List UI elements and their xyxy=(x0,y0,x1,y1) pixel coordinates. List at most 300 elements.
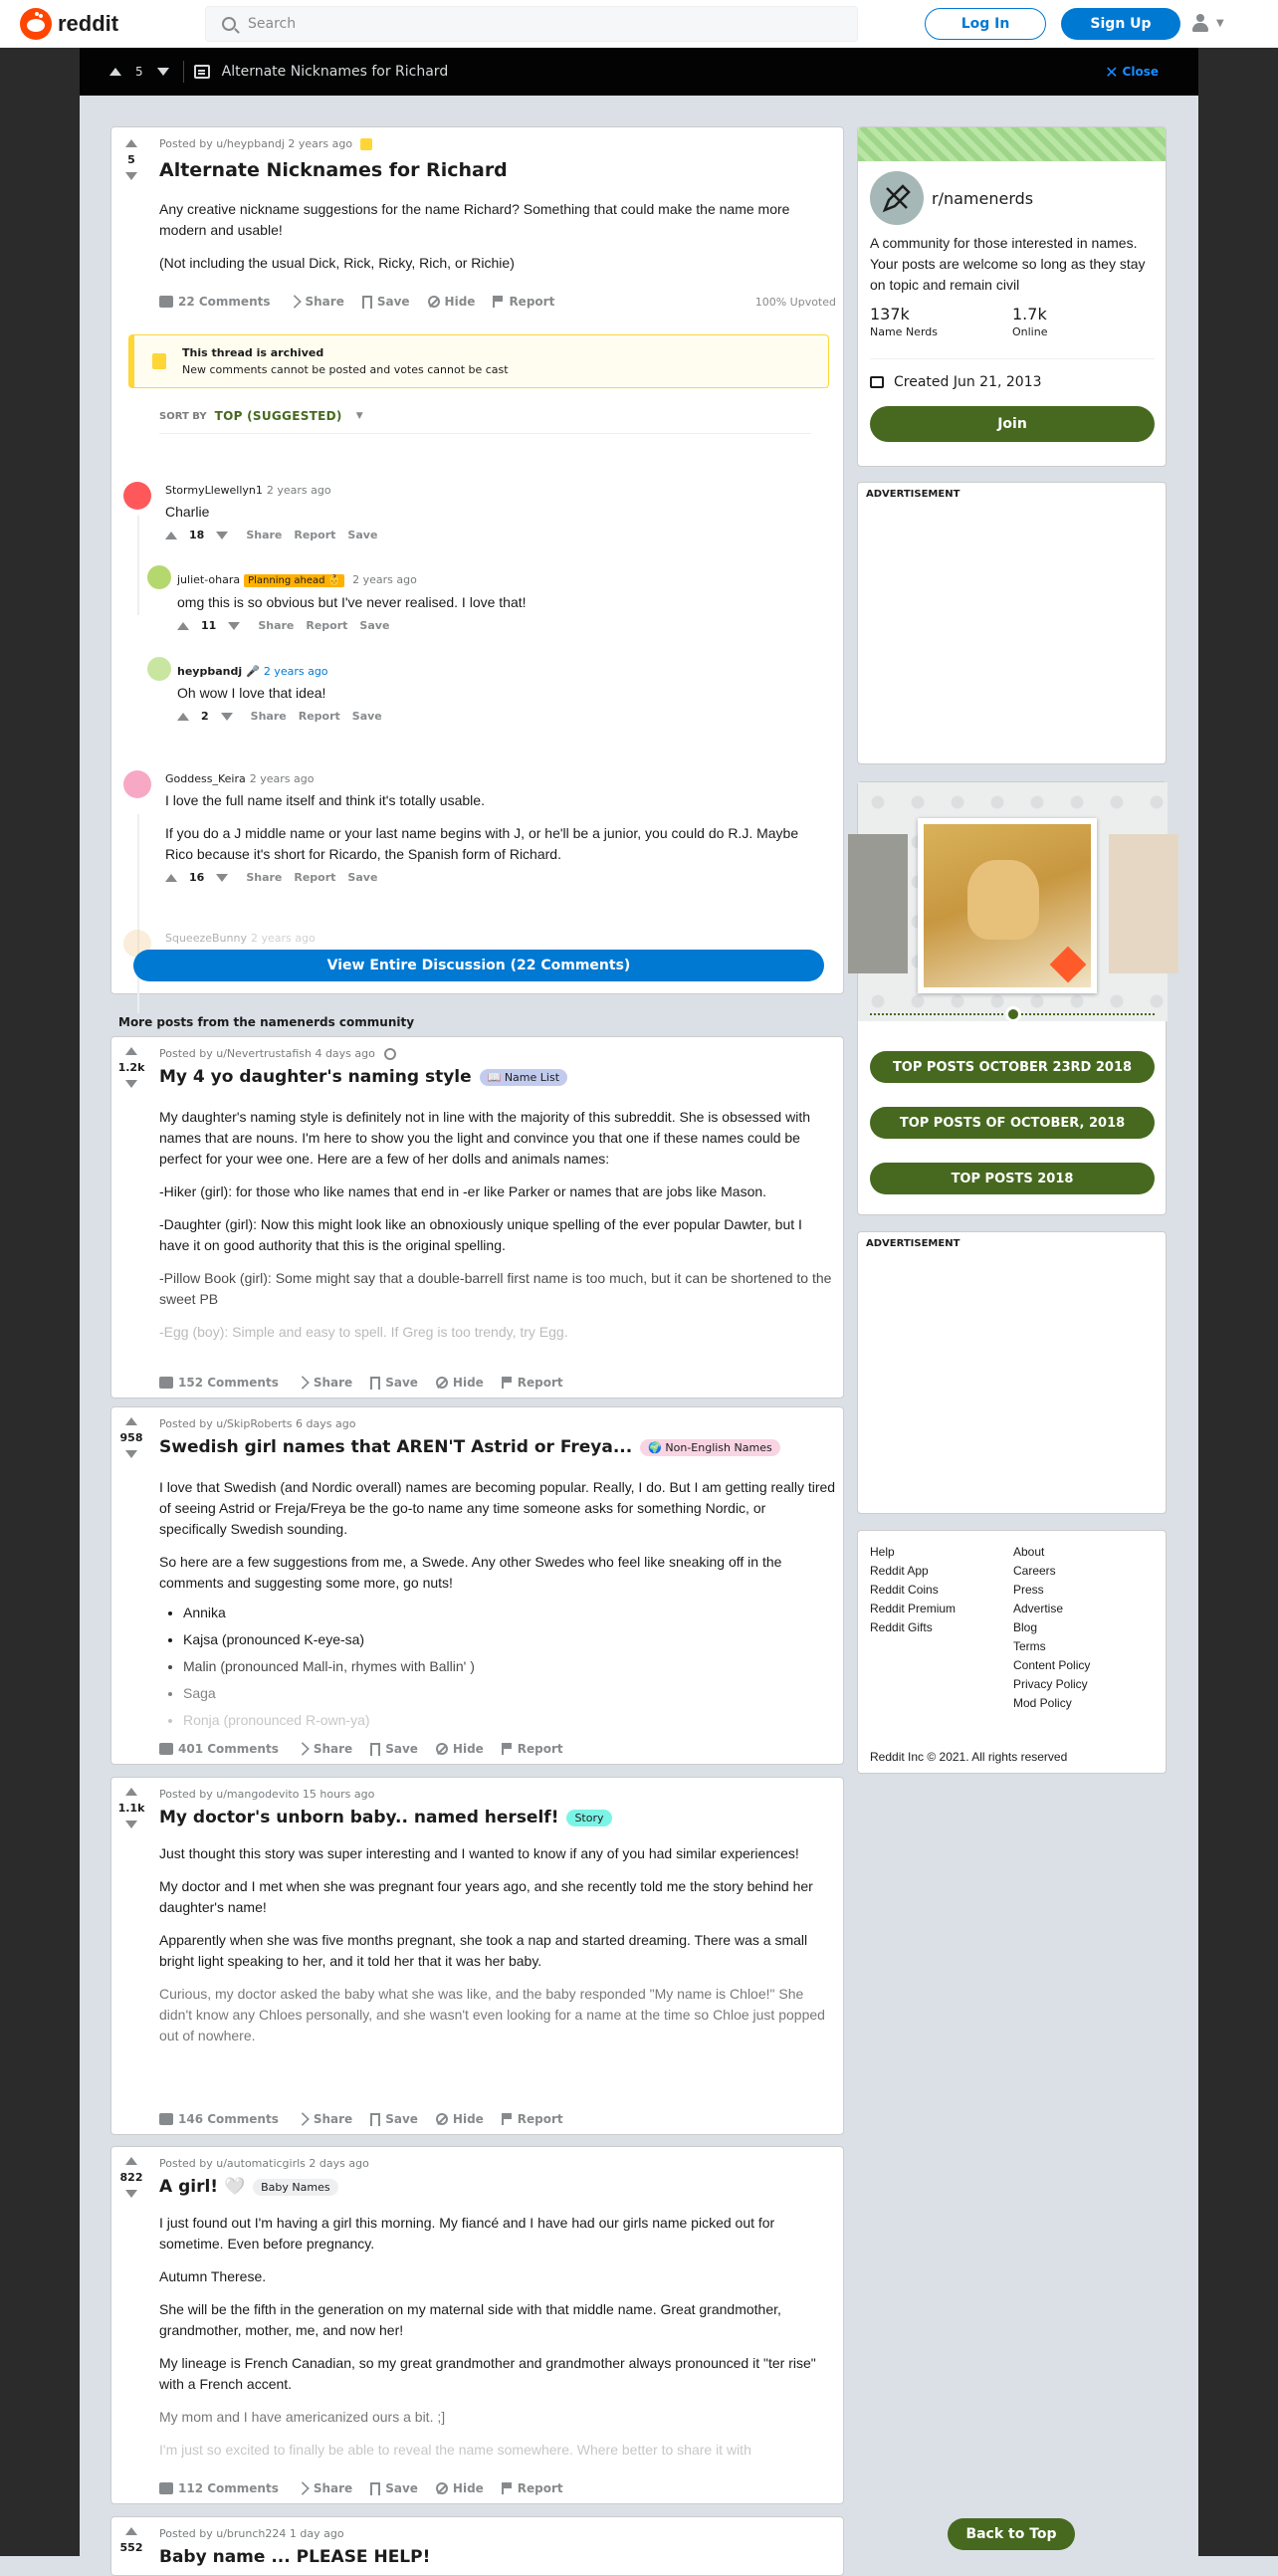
comment-score: 11 xyxy=(201,619,217,632)
post-score: 822 xyxy=(119,2171,143,2184)
share-icon xyxy=(288,295,302,309)
hide-button[interactable] xyxy=(436,2481,484,2495)
avatar xyxy=(147,565,171,589)
close-icon: ✕ xyxy=(1105,62,1119,82)
flag-icon xyxy=(502,1743,513,1755)
carousel-prev-image[interactable] xyxy=(848,834,908,973)
community-icon[interactable] xyxy=(870,171,924,225)
doge-shape xyxy=(967,860,1039,940)
post-body xyxy=(159,1107,836,1343)
comment-text: Oh wow I love that idea! xyxy=(177,685,326,701)
comment-time: 2 years ago xyxy=(249,772,315,785)
upvote-icon[interactable] xyxy=(165,532,177,539)
ad-label: ADVERTISEMENT xyxy=(866,489,960,500)
comment-save-button[interactable]: Save xyxy=(351,710,382,723)
carousel-next-image[interactable] xyxy=(1109,834,1178,973)
chevron-down-icon: ▼ xyxy=(1216,17,1224,29)
share-label: Share xyxy=(313,1376,353,1390)
comment-report-button[interactable]: Report xyxy=(294,529,336,541)
comment-report-button[interactable]: Report xyxy=(306,619,348,632)
hide-icon xyxy=(428,296,440,308)
report-label: Report xyxy=(517,2481,563,2495)
feed-post-card[interactable] xyxy=(110,1777,844,2135)
bookmark-icon xyxy=(370,2482,380,2495)
view-discussion-button[interactable]: View Entire Discussion (22 Comments) xyxy=(133,950,824,981)
downvote-icon[interactable] xyxy=(125,1821,137,1828)
post-meta: Posted by u/brunch224 1 day ago xyxy=(159,2527,344,2540)
comment-author[interactable]: heypbandj xyxy=(177,665,243,678)
post-body-paragraph: Autumn Therese. xyxy=(159,2268,267,2284)
vote-column xyxy=(111,1407,151,1458)
post-score: 5 xyxy=(135,65,143,79)
top-posts-card xyxy=(857,781,1167,1215)
op-mic-icon: 🎤 xyxy=(246,665,260,678)
post-title[interactable]: Baby name ... PLEASE HELP! xyxy=(159,2547,431,2567)
feed-post-card[interactable] xyxy=(110,2146,844,2504)
downvote-icon[interactable] xyxy=(125,172,137,180)
report-label: Report xyxy=(517,1742,563,1756)
comment-time: 2 years ago xyxy=(352,573,417,586)
community-banner xyxy=(858,127,1166,161)
archived-badge-icon xyxy=(360,138,372,150)
hide-button[interactable] xyxy=(428,295,476,309)
report-button[interactable] xyxy=(493,295,554,309)
post-meta-text: Posted by u/heypbandj 2 years ago xyxy=(159,137,353,150)
post-body-paragraph: -Egg (boy): Simple and easy to spell. If Greg is too trendy, try Egg. xyxy=(159,1324,568,1340)
online-stat xyxy=(1012,305,1047,338)
comments-button[interactable] xyxy=(159,1742,279,1756)
post-body-paragraph: -Pillow Book (girl): Some might say that a double-barrell first name is too much, but it can be shortened to the sweet PB xyxy=(159,1270,832,1307)
share-label: Share xyxy=(305,295,344,309)
comment-score: 18 xyxy=(189,529,205,541)
vote-column xyxy=(111,127,151,180)
footer-link[interactable]: Careers xyxy=(1013,1564,1056,1578)
overlay-title: Alternate Nicknames for Richard xyxy=(221,64,449,80)
comments-label: 401 Comments xyxy=(178,1742,279,1756)
downvote-icon[interactable] xyxy=(228,622,240,630)
post-body-paragraph: -Hiker (girl): for those who like names that end in -er like Parker or names that are jobs like Mason. xyxy=(159,1183,767,1199)
flag-icon xyxy=(502,2482,513,2494)
report-button[interactable] xyxy=(502,1376,563,1390)
post-flair[interactable]: Story xyxy=(566,1810,611,1826)
post-body-paragraph: My lineage is French Canadian, so my great grandmother and grandmother always pronounced it "ter rise" with a French accent. xyxy=(159,2355,816,2392)
sort-value: TOP (SUGGESTED) xyxy=(214,409,342,423)
comment-time: 2 years ago xyxy=(263,665,328,678)
share-icon xyxy=(296,2481,310,2495)
post-body-paragraph: My daughter's naming style is definitely not in line with the majority of this subreddit. She is obsessed with names that are nouns. I'm here to show you the light and convince you that one if these names could be perfect for your wee one. Here are a few of her dolls and animals names: xyxy=(159,1109,810,1167)
vote-column xyxy=(111,2517,151,2554)
post-flair[interactable]: Baby Names xyxy=(253,2179,337,2196)
flag-icon xyxy=(502,2113,513,2125)
hide-label: Hide xyxy=(452,1376,484,1390)
comments-label: 22 Comments xyxy=(178,295,271,309)
bookmark-icon xyxy=(370,1377,380,1390)
created-date xyxy=(870,374,1042,390)
save-label: Save xyxy=(376,295,410,309)
online-label: Online xyxy=(1012,325,1048,338)
comment-icon xyxy=(159,2482,173,2494)
post-score: 552 xyxy=(119,2541,143,2554)
comment-score: 2 xyxy=(201,710,209,723)
back-to-top-button[interactable]: Back to Top xyxy=(948,2518,1075,2550)
post-body-paragraph: So here are a few suggestions from me, a Swede. Any other Swedes who feel like sneaking off in the comments and suggesting some more, go nuts! xyxy=(159,1554,782,1591)
comments-button[interactable] xyxy=(159,2481,279,2495)
feed-post-card[interactable] xyxy=(110,2516,844,2576)
post-title[interactable]: Swedish girl names that AREN'T Astrid or Freya... xyxy=(159,1437,633,1457)
report-button[interactable] xyxy=(502,1742,563,1756)
footer-link[interactable]: Reddit Coins xyxy=(870,1583,939,1597)
comment-text: If you do a J middle name or your last name begins with J, or he'll be a junior, you could do R.J. Maybe Rico because it's short for Ricardo, the Spanish form of Richard. xyxy=(165,825,799,862)
comment-icon xyxy=(159,296,173,308)
footer-link[interactable]: Press xyxy=(1013,1583,1044,1597)
comment-report-button[interactable]: Report xyxy=(294,871,336,884)
search-icon xyxy=(222,17,236,31)
footer-right-column xyxy=(1013,1545,1157,1710)
comment-author[interactable]: StormyLlewellyn1 xyxy=(165,484,263,497)
bookmark-icon xyxy=(370,2113,380,2126)
post-body-paragraph: I just found out I'm having a girl this morning. My fiancé and I have had our girls name picked out for sometime. Even before pregnancy. xyxy=(159,2215,775,2252)
comment-share-button[interactable]: Share xyxy=(258,619,295,632)
share-button[interactable] xyxy=(297,2112,352,2126)
hide-button[interactable] xyxy=(436,1742,484,1756)
snoo-icon xyxy=(20,8,52,40)
hide-icon xyxy=(436,1743,448,1755)
post-title-row xyxy=(159,2177,338,2197)
post-title[interactable]: Alternate Nicknames for Richard xyxy=(159,159,508,181)
upvote-icon[interactable] xyxy=(165,874,177,882)
save-button[interactable] xyxy=(370,2112,418,2126)
comment-actions xyxy=(177,619,814,632)
upvote-icon[interactable] xyxy=(177,622,189,630)
hide-icon xyxy=(436,2113,448,2125)
divider xyxy=(183,61,184,83)
post-body-paragraph: Any creative nickname suggestions for the name Richard? Something that could make the name more modern and usable! xyxy=(159,201,790,238)
footer-link[interactable]: About xyxy=(1013,1545,1045,1559)
award-icon xyxy=(384,1048,396,1060)
archived-notice xyxy=(128,334,829,388)
post-body-paragraph: Apparently when she was five months pregnant, she took a nap and started dreaming. There was a small bright light speaking to her, and it told her that it was her baby. xyxy=(159,1932,808,1969)
divider xyxy=(870,358,1155,359)
save-button[interactable] xyxy=(362,295,410,309)
share-button[interactable] xyxy=(289,295,344,309)
comment-text: omg this is so obvious but I've never realised. I love that! xyxy=(177,594,527,610)
thread-line xyxy=(137,814,139,1013)
comment-save-button[interactable]: Save xyxy=(347,871,378,884)
online-count: 1.7k xyxy=(1012,305,1047,323)
post-body xyxy=(159,1843,836,2046)
share-button[interactable] xyxy=(297,2481,352,2495)
ad-label: ADVERTISEMENT xyxy=(866,1238,960,1249)
report-label: Report xyxy=(509,295,555,309)
footer-link[interactable]: Terms xyxy=(1013,1639,1046,1653)
user-flair: Planning ahead 👶 xyxy=(244,574,344,587)
share-icon xyxy=(296,1376,310,1390)
comment xyxy=(177,573,814,632)
login-button[interactable]: Log In xyxy=(925,8,1046,40)
upvote-icon[interactable] xyxy=(125,2157,137,2165)
close-label: Close xyxy=(1122,65,1159,79)
top-posts-month-button[interactable]: TOP POSTS OF OCTOBER, 2018 xyxy=(870,1107,1155,1139)
right-overlay-gutter xyxy=(1198,48,1278,2556)
community-about-card xyxy=(857,126,1167,467)
reddit-logo[interactable] xyxy=(20,8,118,40)
hide-icon xyxy=(436,1377,448,1389)
post-flair[interactable]: 🌍 Non-English Names xyxy=(640,1439,780,1456)
post-actions xyxy=(159,1376,563,1390)
footer-link[interactable]: Content Policy xyxy=(1013,1658,1091,1672)
hide-label: Hide xyxy=(452,2112,484,2126)
share-label: Share xyxy=(313,1742,353,1756)
avatar xyxy=(147,657,171,681)
comment-time: 2 years ago xyxy=(250,932,316,945)
comment-save-button[interactable]: Save xyxy=(347,529,378,541)
community-name[interactable]: r/namenerds xyxy=(932,189,1034,208)
flag-icon xyxy=(502,1377,513,1389)
user-menu[interactable] xyxy=(1190,12,1224,34)
sort-label: SORT BY xyxy=(159,410,207,422)
footer-left-column xyxy=(870,1545,1013,1710)
footer-link[interactable]: Mod Policy xyxy=(1013,1696,1072,1710)
save-label: Save xyxy=(385,1742,418,1756)
footer-link[interactable]: Reddit Premium xyxy=(870,1602,957,1615)
post-title-row xyxy=(159,1067,567,1087)
share-icon xyxy=(296,2112,310,2126)
post-meta: Posted by u/SkipRoberts 6 days ago xyxy=(159,1417,356,1430)
downvote-icon[interactable] xyxy=(157,68,169,76)
comments-label: 112 Comments xyxy=(178,2481,279,2495)
post-meta: Posted by u/automaticgirls 2 days ago xyxy=(159,2157,369,2170)
comment-icon xyxy=(159,2113,173,2125)
created-text: Created Jun 21, 2013 xyxy=(894,374,1042,390)
list-item: • Kajsa (pronounced K-eye-sa) xyxy=(183,1626,836,1653)
logo-text: reddit xyxy=(58,10,119,36)
comment-icon xyxy=(159,1743,173,1755)
close-button[interactable] xyxy=(1105,63,1159,82)
footer-links xyxy=(870,1545,1157,1710)
report-label: Report xyxy=(517,1376,563,1390)
comment-author: SqueezeBunny xyxy=(165,932,247,945)
comment-report-button[interactable]: Report xyxy=(298,710,340,723)
comments-label: 152 Comments xyxy=(178,1376,279,1390)
share-icon xyxy=(296,1742,310,1756)
bookmark-icon xyxy=(362,296,372,309)
advertisement-slot xyxy=(857,1231,1167,1514)
list-item: • Saga xyxy=(183,1680,836,1707)
comment-share-button[interactable]: Share xyxy=(246,529,283,541)
name-list xyxy=(159,1600,836,1734)
post-actions xyxy=(159,295,836,309)
post-card xyxy=(110,126,844,994)
archived-title: This thread is archived xyxy=(182,346,324,359)
post-actions xyxy=(159,2481,563,2495)
pencil-icon xyxy=(879,180,915,216)
post-score: 5 xyxy=(127,153,135,166)
archive-icon xyxy=(152,353,166,369)
carousel-card[interactable] xyxy=(918,818,1097,993)
more-posts-heading: More posts from the namenerds community xyxy=(118,1015,415,1029)
post-title[interactable]: My 4 yo daughter's naming style xyxy=(159,1067,472,1087)
bookmark-icon xyxy=(370,1743,380,1756)
comment-text: I love the full name itself and think it's totally usable. xyxy=(165,792,485,808)
footer-link[interactable]: Reddit App xyxy=(870,1564,929,1578)
post-title[interactable]: My doctor's unborn baby.. named herself! xyxy=(159,1808,559,1827)
hide-label: Hide xyxy=(452,2481,484,2495)
vote-column xyxy=(111,2147,151,2198)
comments-label: 146 Comments xyxy=(178,2112,279,2126)
user-icon xyxy=(1190,12,1210,34)
comments-button[interactable] xyxy=(159,1376,279,1390)
share-label: Share xyxy=(313,2481,353,2495)
hide-label: Hide xyxy=(452,1742,484,1756)
post-title[interactable]: A girl! 🤍 xyxy=(159,2177,246,2197)
post-meta: Posted by u/mangodevito 15 hours ago xyxy=(159,1788,375,1801)
comment-author[interactable]: juliet-ohara xyxy=(177,573,241,586)
post-actions xyxy=(159,1742,563,1756)
post-meta-text: Posted by u/Nevertrustafish 4 days ago xyxy=(159,1047,375,1060)
cake-icon xyxy=(870,376,884,388)
avatar xyxy=(123,482,151,510)
footer-link[interactable]: Help xyxy=(870,1545,895,1559)
post-body-paragraph: I love that Swedish (and Nordic overall) names are becoming popular. Really, I do. But I am getting really tired of seeing Astrid or Freja/Freya be the go-to name any time someone asks for something Nordic, or specifically Swedish sounding. xyxy=(159,1479,836,1537)
footer-link[interactable]: Blog xyxy=(1013,1620,1038,1634)
share-button[interactable] xyxy=(297,1742,352,1756)
upvote-ratio: 100% Upvoted xyxy=(754,295,836,309)
members-stat xyxy=(870,305,938,338)
upvote-icon[interactable] xyxy=(125,139,137,147)
list-item: • Ronja (pronounced R-own-ya) xyxy=(183,1707,836,1734)
copyright: Reddit Inc © 2021. All rights reserved xyxy=(870,1750,1068,1764)
comment-actions xyxy=(165,529,812,541)
comment xyxy=(177,665,814,723)
comment-score: 16 xyxy=(189,871,205,884)
post-body-paragraph: (Not including the usual Dick, Rick, Ricky, Rich, or Richie) xyxy=(159,255,515,271)
post-score: 1.2k xyxy=(117,1061,145,1074)
upvote-icon[interactable] xyxy=(125,1788,137,1796)
hide-icon xyxy=(436,2482,448,2494)
search-placeholder: Search xyxy=(248,15,297,32)
avatar xyxy=(123,770,151,798)
downvote-icon[interactable] xyxy=(125,1450,137,1458)
comment-share-button[interactable]: Share xyxy=(250,710,287,723)
signup-button[interactable]: Sign Up xyxy=(1061,8,1180,40)
downvote-icon[interactable] xyxy=(125,1080,137,1088)
comment-text: Charlie xyxy=(165,504,210,520)
left-overlay-gutter xyxy=(0,48,80,2556)
divider xyxy=(159,433,811,434)
hide-button[interactable] xyxy=(436,2112,484,2126)
post-score: 958 xyxy=(119,1431,143,1444)
sort-dropdown[interactable] xyxy=(159,409,363,423)
post-title-row xyxy=(159,1437,780,1457)
comment-share-button[interactable]: Share xyxy=(246,871,283,884)
hide-label: Hide xyxy=(444,295,476,309)
upvote-icon[interactable] xyxy=(109,68,121,76)
flag-icon xyxy=(493,296,504,308)
post-body-paragraph: Curious, my doctor asked the baby what she was like, and the baby responded "My name is Chloe!" She didn't know any Chloes personally, and she wasn't even looking for a name at the time so Chloe just popped out of nowhere. xyxy=(159,1986,825,2043)
post-body-paragraph: She will be the fifth in the generation on my maternal side with that middle name. Great grandmother, grandmother, mother, me, and now her! xyxy=(159,2301,781,2338)
members-label: Name Nerds xyxy=(870,325,938,338)
upvote-icon[interactable] xyxy=(125,1417,137,1425)
comment-save-button[interactable]: Save xyxy=(359,619,390,632)
arrow-sticker-icon xyxy=(1050,947,1087,983)
comment-author-faded xyxy=(165,932,316,945)
report-button[interactable] xyxy=(502,2112,563,2126)
post-meta xyxy=(159,137,372,150)
save-label: Save xyxy=(385,2481,418,2495)
post-body-paragraph: I'm just so excited to finally be able to reveal the name somewhere. Where better to share it with xyxy=(159,2442,751,2458)
downvote-icon[interactable] xyxy=(216,874,228,882)
vote-column xyxy=(111,1037,151,1088)
comment-author[interactable]: Goddess_Keira xyxy=(165,772,246,785)
comments-button[interactable] xyxy=(159,2112,279,2126)
carousel-indicator[interactable] xyxy=(1005,1006,1021,1022)
members-count: 137k xyxy=(870,305,910,323)
upvote-icon[interactable] xyxy=(125,2527,137,2535)
post-body-paragraph: Just thought this story was super interesting and I wanted to know if any of you had similar experiences! xyxy=(159,1845,799,1861)
comment-actions xyxy=(165,871,812,884)
downvote-icon[interactable] xyxy=(125,2190,137,2198)
save-button[interactable] xyxy=(370,1376,418,1390)
post-icon xyxy=(194,65,210,79)
list-item: • Annika xyxy=(183,1600,836,1626)
post-body-paragraph: My doctor and I met when she was pregnant four years ago, and she recently told me the story behind her daughter's name! xyxy=(159,1878,813,1915)
post-body xyxy=(159,199,816,274)
comment xyxy=(165,772,812,884)
hide-button[interactable] xyxy=(436,1376,484,1390)
comment xyxy=(165,484,812,541)
top-posts-day-button[interactable]: TOP POSTS OCTOBER 23RD 2018 xyxy=(870,1051,1155,1083)
comments-button[interactable] xyxy=(159,295,271,309)
post-score: 1.1k xyxy=(117,1802,145,1815)
share-label: Share xyxy=(313,2112,353,2126)
thread-line xyxy=(137,516,139,615)
vote-column xyxy=(111,1778,151,1828)
feed-post-card[interactable] xyxy=(110,1406,844,1765)
join-button[interactable]: Join xyxy=(870,406,1155,442)
report-label: Report xyxy=(517,2112,563,2126)
top-posts-year-button[interactable]: TOP POSTS 2018 xyxy=(870,1163,1155,1194)
downvote-icon[interactable] xyxy=(221,713,233,721)
post-flair[interactable]: 📖 Name List xyxy=(480,1069,567,1086)
downvote-icon[interactable] xyxy=(216,532,228,539)
archived-text: New comments cannot be posted and votes cannot be cast xyxy=(182,363,509,376)
footer-link[interactable]: Privacy Policy xyxy=(1013,1677,1088,1691)
post-body xyxy=(159,1477,836,1734)
feed-post-card[interactable] xyxy=(110,1036,844,1398)
search-input[interactable] xyxy=(205,6,858,42)
save-button[interactable] xyxy=(370,1742,418,1756)
site-header xyxy=(0,0,1278,48)
post-actions xyxy=(159,2112,563,2126)
post-meta xyxy=(159,1047,396,1060)
report-button[interactable] xyxy=(502,2481,563,2495)
post-body xyxy=(159,2213,836,2461)
doge-meme-image xyxy=(924,824,1091,987)
upvote-icon[interactable] xyxy=(125,1047,137,1055)
post-body-paragraph: My mom and I have americanized ours a bit. ;] xyxy=(159,2409,446,2425)
upvote-icon[interactable] xyxy=(177,713,189,721)
save-button[interactable] xyxy=(370,2481,418,2495)
footer-links-card xyxy=(857,1530,1167,1774)
comment-icon xyxy=(159,1377,173,1389)
share-button[interactable] xyxy=(297,1376,352,1390)
footer-link[interactable]: Advertise xyxy=(1013,1602,1064,1615)
list-item: • Malin (pronounced Mall-in, rhymes with Ballin' ) xyxy=(183,1653,836,1680)
save-label: Save xyxy=(385,1376,418,1390)
chevron-down-icon: ▼ xyxy=(355,411,363,421)
community-description: A community for those interested in names. Your posts are welcome so long as they stay on topic and remain civil xyxy=(870,235,1146,293)
footer-link[interactable]: Reddit Gifts xyxy=(870,1620,933,1634)
